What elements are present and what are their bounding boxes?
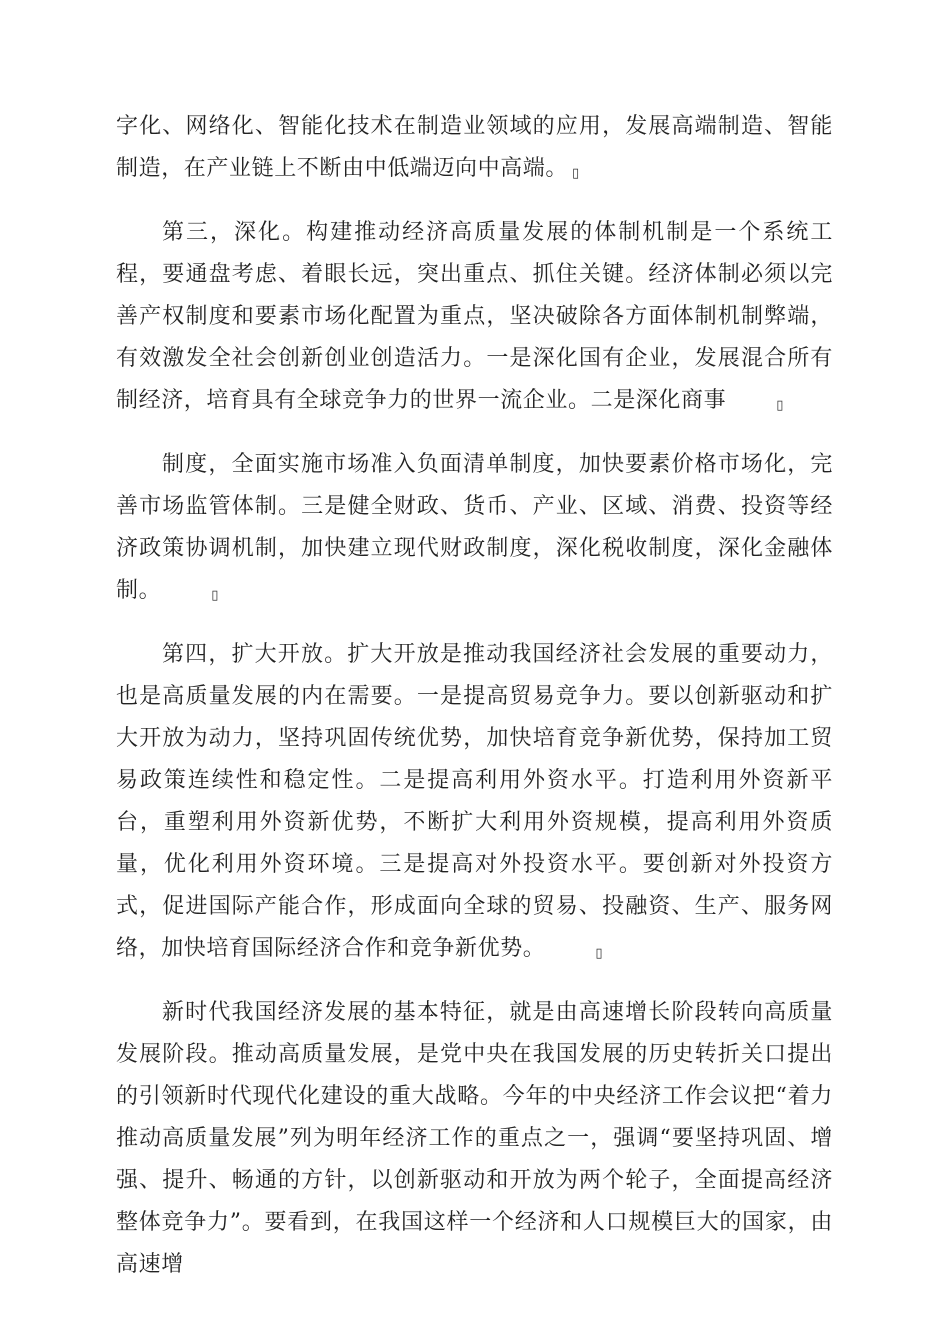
paragraph-end-marker: ▯ xyxy=(572,166,580,181)
paragraph-digital-manufacturing xyxy=(116,106,833,190)
paragraph-expand-opening xyxy=(116,634,833,970)
paragraph-text: 制度，全面实施市场准入负面清单制度，加快要素价格市场化，完善市场监管体制。三是健全财政、货币、产业、区域、消费、投资等经济政策协调机制，加快建立现代财政制度，深化税收制度，深化金融体制。 xyxy=(116,452,833,603)
paragraph-end-marker: ▯ xyxy=(211,588,219,603)
paragraph-text: 字化、网络化、智能化技术在制造业领域的应用，发展高端制造、智能制造，在产业链上不断由中低端迈向中高端。 xyxy=(116,114,833,181)
paragraph-text: 新时代我国经济发展的基本特征，就是由高速增长阶段转向高质量发展阶段。推动高质量发展，是党中央在我国发展的历史转折关口提出的引领新时代现代化建设的重大战略。今年的中央经济工作会议把“着力推动高质量发展”列为明年经济工作的重点之一，强调“要坚持巩固、增强、提升、畅通的方针，以创新驱动和开放为两个轮子，全面提高经济整体竞争力”。要看到，在我国这样一个经济和人口规模巨大的国家，由高速增 xyxy=(116,1000,833,1277)
paragraph-end-marker: ▯ xyxy=(776,398,784,413)
paragraph-deepen-reform xyxy=(116,212,833,422)
paragraph-market-system xyxy=(116,444,833,612)
paragraph-text: 第三，深化。构建推动经济高质量发展的体制机制是一个系统工程，要通盘考虑、着眼长远，突出重点、抓住关键。经济体制必须以完善产权制度和要素市场化配置为重点，坚决破除各方面体制机制弊端，有效激发全社会创新创业创造活力。一是深化国有企业，发展混合所有制经济，培育具有全球竞争力的世界一流企业。二是深化商事 xyxy=(116,220,833,413)
document-body xyxy=(116,106,833,1286)
paragraph-high-quality-development xyxy=(116,992,833,1286)
paragraph-text: 第四，扩大开放。扩大开放是推动我国经济社会发展的重要动力，也是高质量发展的内在需要。一是提高贸易竞争力。要以创新驱动和扩大开放为动力，坚持巩固传统优势，加快培育竞争新优势，保持加工贸易政策连续性和稳定性。二是提高利用外资水平。打造利用外资新平台，重塑利用外资新优势，不断扩大利用外资规模，提高利用外资质量，优化利用外资环境。三是提高对外投资水平。要创新对外投资方式，促进国际产能合作，形成面向全球的贸易、投融资、生产、服务网络，加快培育国际经济合作和竞争新优势。 xyxy=(116,642,833,961)
paragraph-end-marker: ▯ xyxy=(595,946,604,961)
